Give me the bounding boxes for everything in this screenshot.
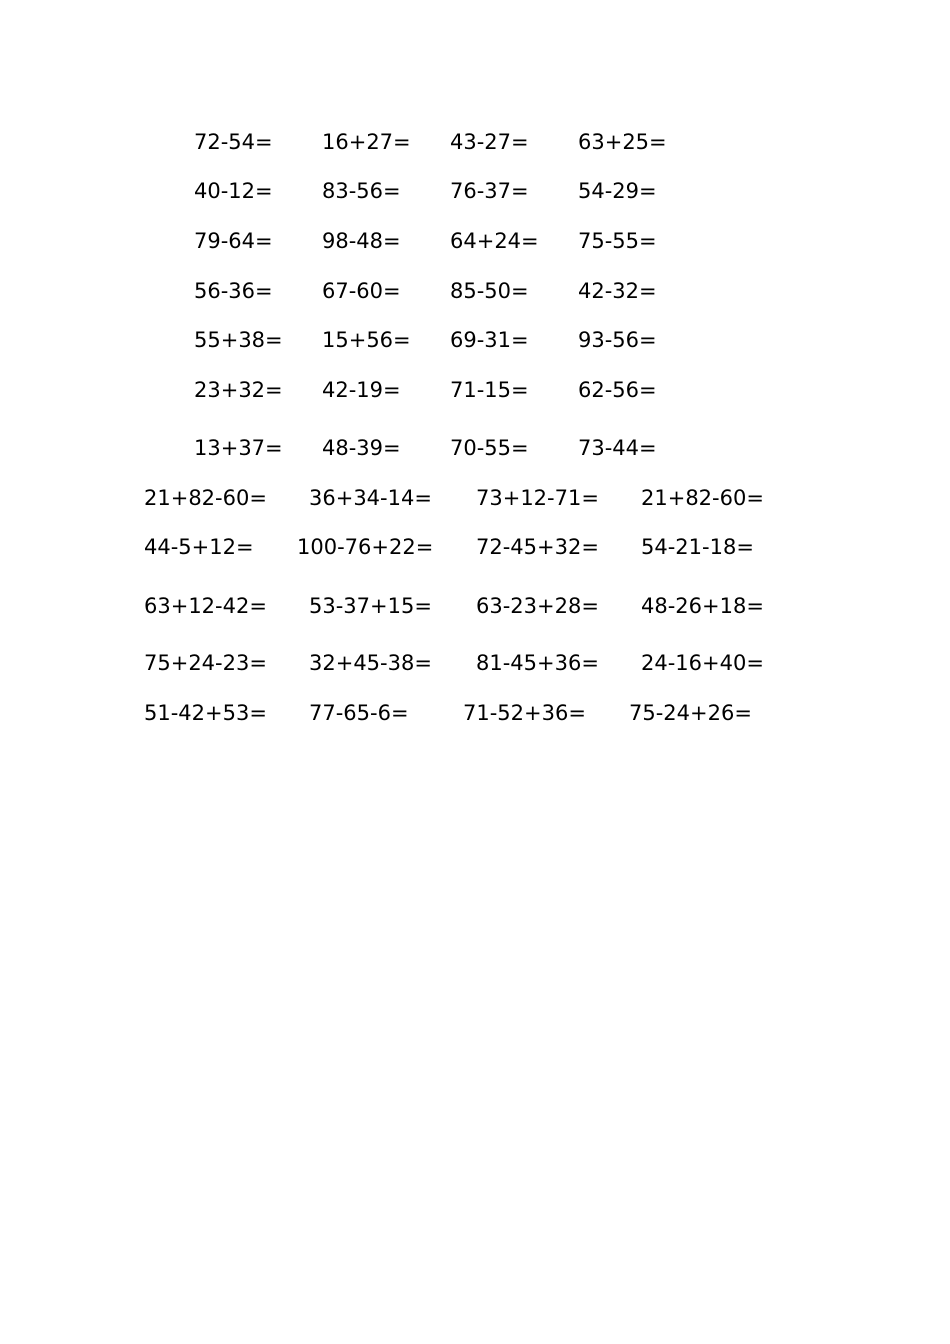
- problem: 73-44=: [578, 436, 657, 460]
- problem: 48-26+18=: [641, 594, 764, 618]
- problem: 63-23+28=: [476, 594, 599, 618]
- problem: 77-65-6=: [309, 701, 409, 725]
- problem: 71-52+36=: [463, 701, 586, 725]
- problem: 44-5+12=: [144, 535, 254, 559]
- problem: 100-76+22=: [297, 535, 434, 559]
- problem: 79-64=: [194, 229, 273, 253]
- problem: 15+56=: [322, 328, 411, 352]
- problem: 64+24=: [450, 229, 539, 253]
- problem: 21+82-60=: [144, 486, 267, 510]
- problem-row: [0, 483, 950, 513]
- problem-row: [0, 226, 950, 256]
- problem: 13+37=: [194, 436, 283, 460]
- problem-row: [0, 648, 950, 678]
- problem-row: [0, 276, 950, 306]
- problem: 55+38=: [194, 328, 283, 352]
- problem: 54-21-18=: [641, 535, 754, 559]
- problem: 93-56=: [578, 328, 657, 352]
- problem-row: [0, 433, 950, 463]
- problem: 51-42+53=: [144, 701, 267, 725]
- problem: 32+45-38=: [309, 651, 432, 675]
- problem: 40-12=: [194, 179, 273, 203]
- problem: 43-27=: [450, 130, 529, 154]
- problem: 98-48=: [322, 229, 401, 253]
- problem: 24-16+40=: [641, 651, 764, 675]
- problem: 36+34-14=: [309, 486, 432, 510]
- problem: 72-54=: [194, 130, 273, 154]
- problem: 54-29=: [578, 179, 657, 203]
- problem: 69-31=: [450, 328, 529, 352]
- problem-row: [0, 375, 950, 405]
- problem: 63+25=: [578, 130, 667, 154]
- problem: 71-15=: [450, 378, 529, 402]
- problem-row: [0, 127, 950, 157]
- problem: 48-39=: [322, 436, 401, 460]
- problem: 85-50=: [450, 279, 529, 303]
- problem: 73+12-71=: [476, 486, 599, 510]
- problem: 53-37+15=: [309, 594, 432, 618]
- problem: 76-37=: [450, 179, 529, 203]
- problem-row: [0, 698, 950, 728]
- problem-row: [0, 532, 950, 562]
- problem: 63+12-42=: [144, 594, 267, 618]
- problem: 70-55=: [450, 436, 529, 460]
- problem: 75-55=: [578, 229, 657, 253]
- problem: 81-45+36=: [476, 651, 599, 675]
- problem: 42-19=: [322, 378, 401, 402]
- problem-row: [0, 176, 950, 206]
- problem-row: [0, 325, 950, 355]
- problem: 42-32=: [578, 279, 657, 303]
- problem: 23+32=: [194, 378, 283, 402]
- problem: 56-36=: [194, 279, 273, 303]
- problem: 21+82-60=: [641, 486, 764, 510]
- problem-row: [0, 591, 950, 621]
- problem: 75-24+26=: [629, 701, 752, 725]
- problem: 83-56=: [322, 179, 401, 203]
- problem: 62-56=: [578, 378, 657, 402]
- problem: 67-60=: [322, 279, 401, 303]
- problem: 72-45+32=: [476, 535, 599, 559]
- problem: 16+27=: [322, 130, 411, 154]
- problem: 75+24-23=: [144, 651, 267, 675]
